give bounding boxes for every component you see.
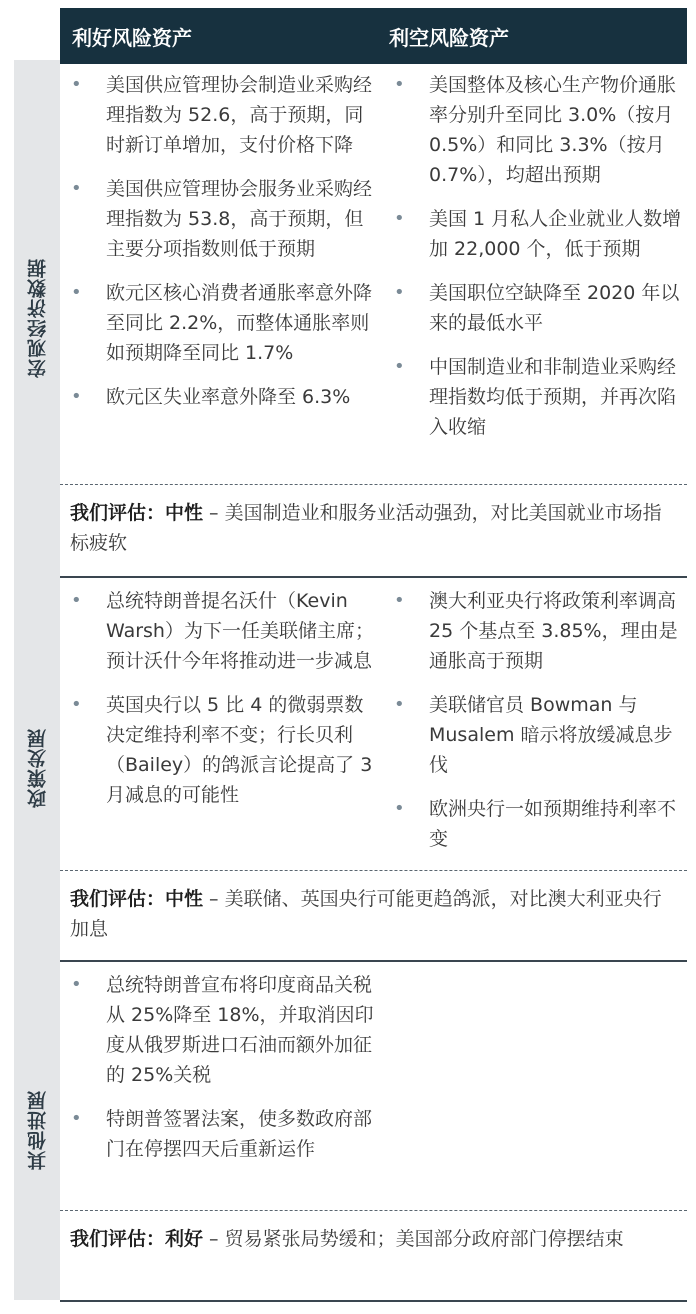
list-item: • 美国 1 月私人企业就业人数增加 22,000 个，低于预期 [394, 208, 682, 260]
assessment-text: – 美联储、英国央行可能更趋鸽派，对比澳大利亚央行加息 [70, 888, 662, 940]
section-label: 政策发展 [14, 576, 60, 960]
list-item: • 美国供应管理协会制造业采购经理指数为 52.6，高于预期，同时新订单增加，支付价格下降 [71, 74, 373, 156]
divider [60, 1210, 687, 1211]
list-item: • 美国职位空缺降至 2020 年以来的最低水平 [394, 282, 680, 334]
list-item: • 英国央行以 5 比 4 的微弱票数决定维持利率不变；行长贝利（Bailey）的鸽派言论提高了 3 月减息的可能性 [71, 694, 373, 806]
assessment-text: – 美国制造业和服务业活动强劲，对比美国就业市场指标疲软 [70, 502, 662, 554]
section-other [14, 960, 687, 1300]
list-item: • 总统特朗普宣布将印度商品关税从 25%降至 18%，并取消因印度从俄罗斯进口石油而额外加征的 25%关税 [71, 974, 374, 1086]
section-macro [14, 60, 687, 576]
list-item: • 美国供应管理协会服务业采购经理指数为 53.8，高于预期，但主要分项指数则低于预期 [71, 178, 373, 260]
header-positive: 利好风险资产 [72, 25, 192, 50]
positive-column [66, 70, 376, 426]
list-item: • 总统特朗普提名沃什（Kevin Warsh）为下一任美联储主席；预计沃什今年将推动进一步减息 [71, 590, 374, 672]
divider [60, 576, 687, 578]
list-item: • 特朗普签署法案，使多数政府部门在停摆四天后重新运作 [71, 1108, 373, 1160]
assessment-label: 我们评估：中性 [70, 502, 204, 524]
list-item: • 欧元区核心消费者通胀率意外降至同比 2.2%，而整体通胀率则如预期降至同比 1.7% [71, 282, 373, 364]
assessment-text: – 贸易紧张局势缓和；美国部分政府部门停摆结束 [203, 1228, 624, 1250]
section-label: 宏观经济数据 [14, 60, 60, 576]
list-item: • 美国整体及核心生产物价通胀率分别升至同比 3.0%（按月 0.5%）和同比 3.3%（按月 0.7%），均超出预期 [394, 74, 677, 186]
negative-column [389, 70, 689, 456]
assessment [70, 498, 673, 558]
list-item: • 欧洲央行一如预期维持利率不变 [394, 798, 677, 850]
divider [60, 960, 687, 962]
assessment-label: 我们评估：利好 [70, 1228, 204, 1250]
positive-column [66, 970, 376, 1178]
list-item: • 欧元区失业率意外降至 6.3% [71, 386, 351, 408]
positive-column [66, 586, 376, 824]
list-item: • 中国制造业和非制造业采购经理指数均低于预期，并再次陷入收缩 [394, 356, 677, 438]
assessment-label: 我们评估：中性 [70, 888, 204, 910]
list-item: • 美联储官员 Bowman 与 Musalem 暗示将放缓减息步伐 [394, 694, 673, 776]
table-header [60, 8, 687, 64]
header-negative: 利空风险资产 [389, 25, 509, 50]
assessment [70, 884, 673, 944]
list-item: • 澳大利亚央行将政策利率调高 25 个基点至 3.85%，理由是通胀高于预期 [394, 590, 678, 672]
bottom-rule [60, 1300, 687, 1302]
divider [60, 484, 687, 485]
negative-column [389, 586, 689, 868]
section-label: 其他进展 [14, 960, 60, 1300]
section-policy [14, 576, 687, 960]
assessment [70, 1224, 673, 1254]
divider [60, 870, 687, 871]
